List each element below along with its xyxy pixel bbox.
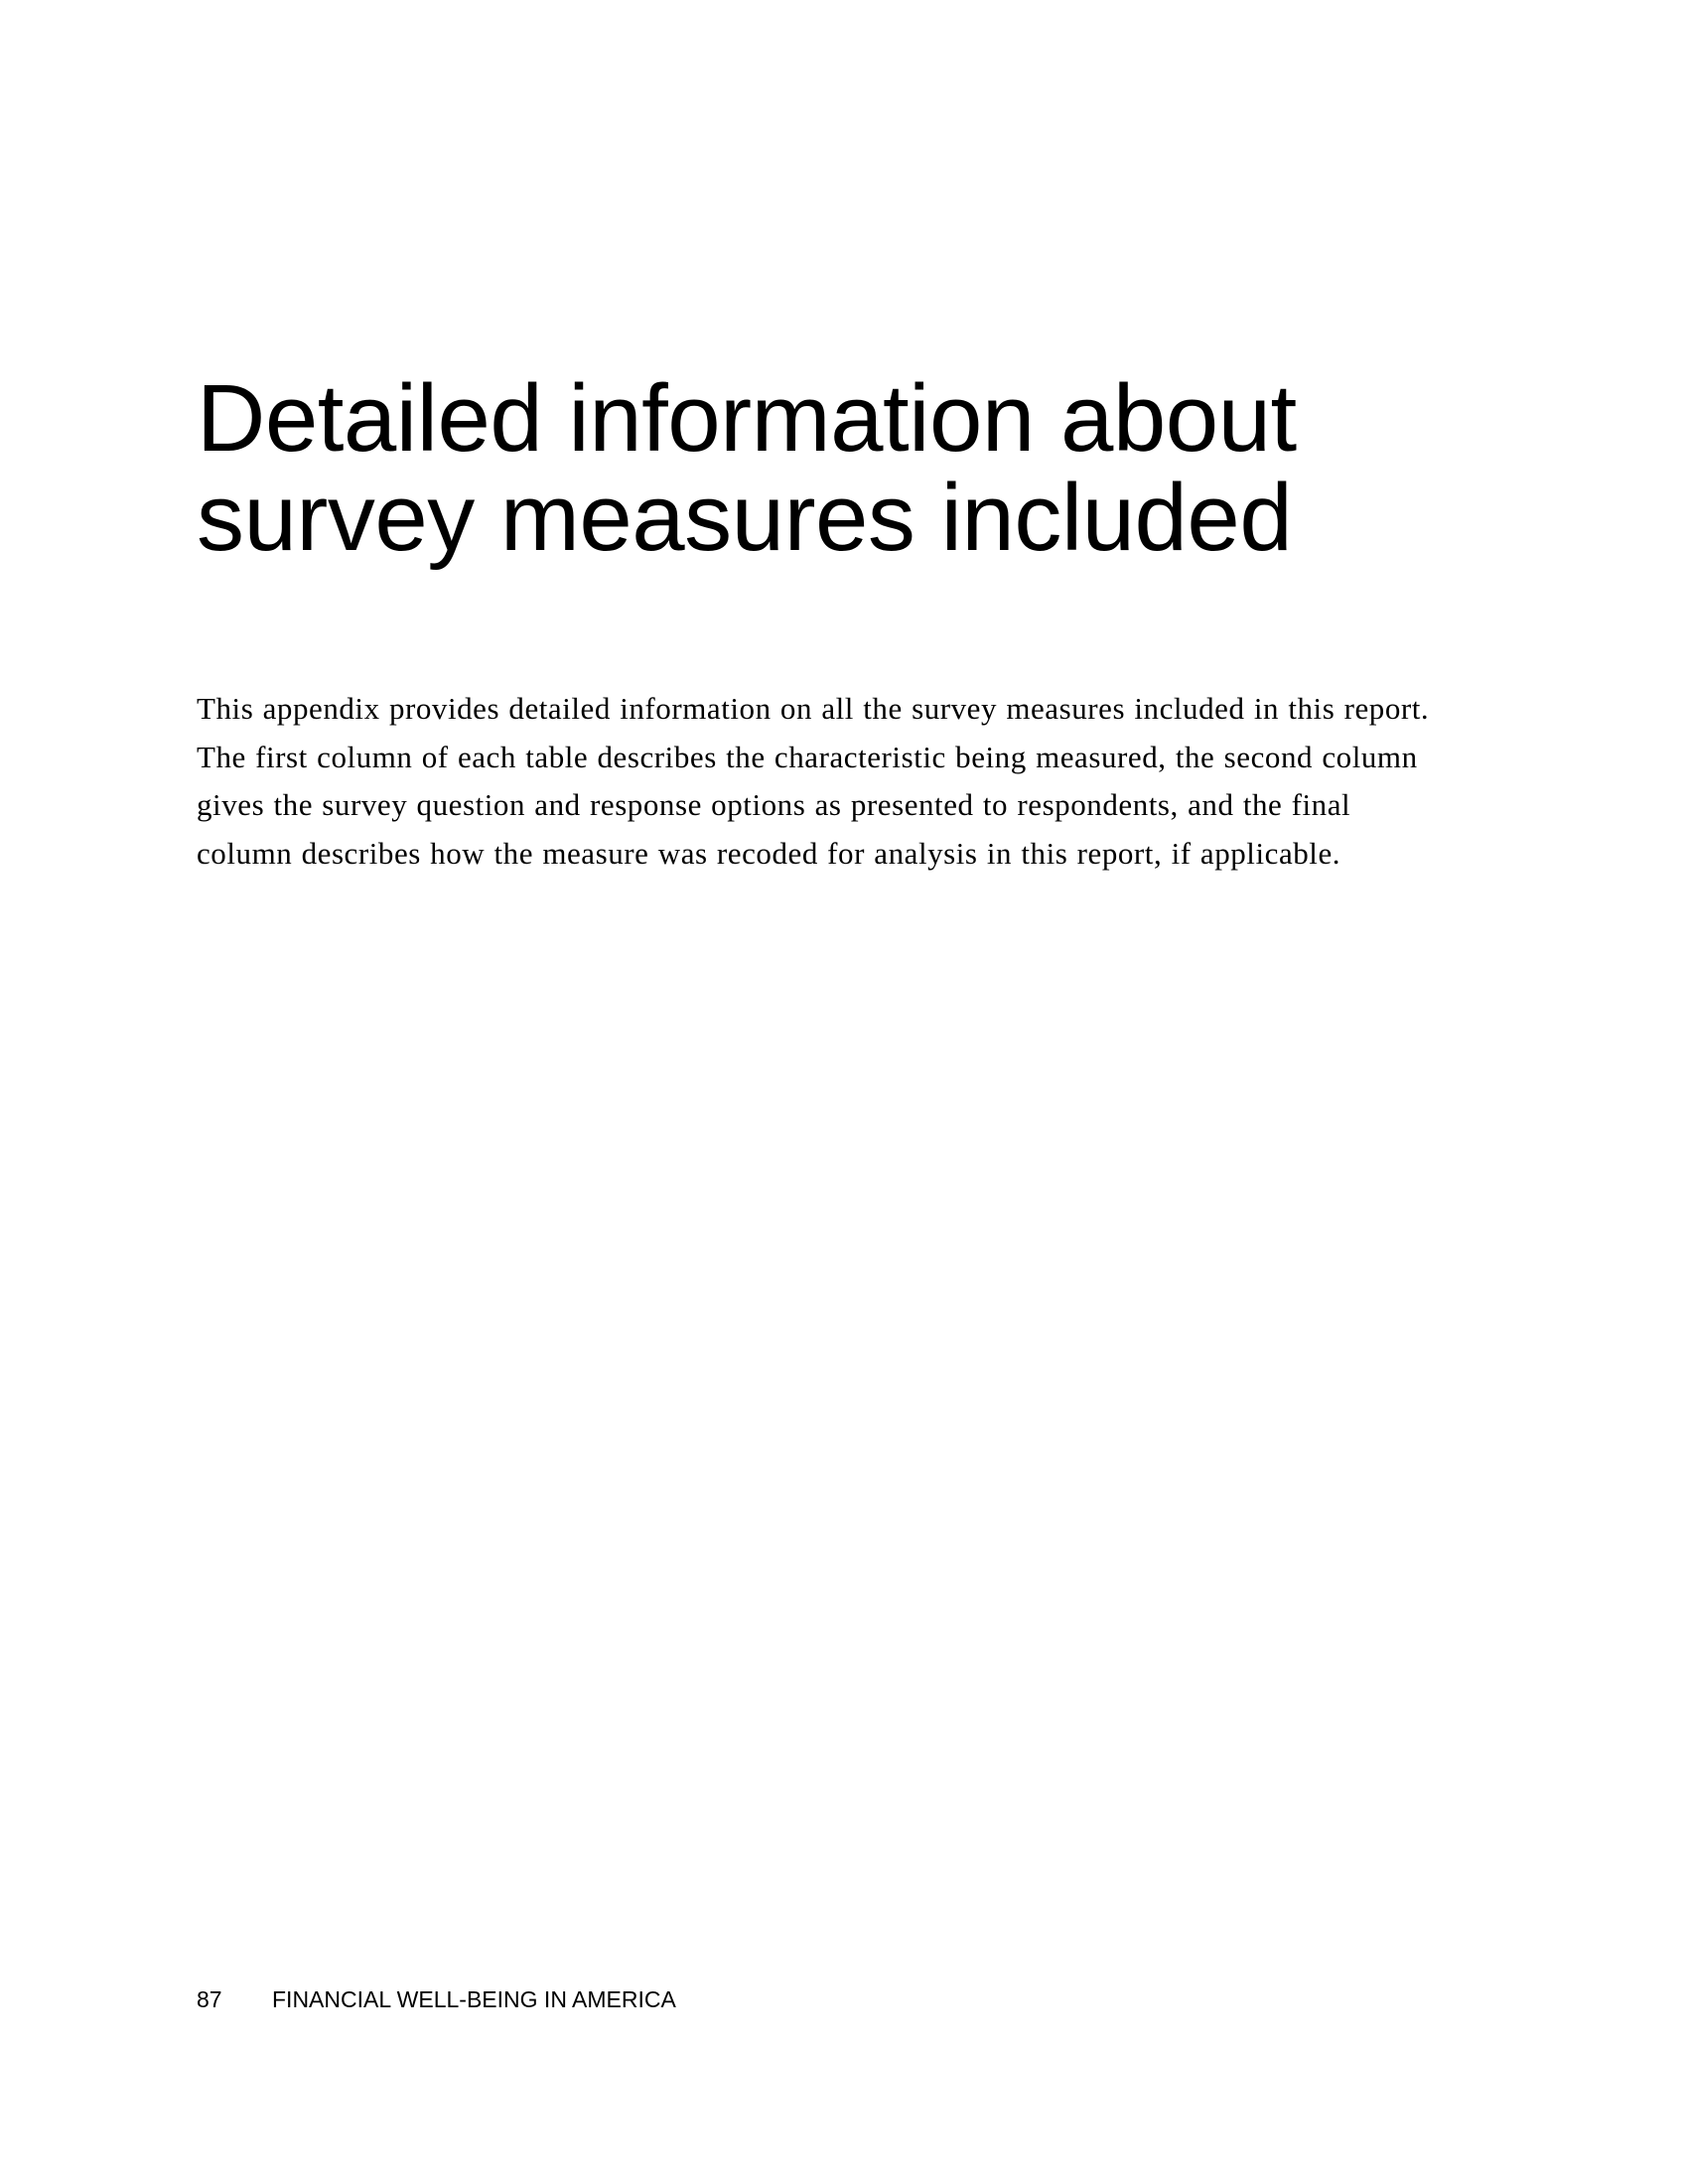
intro-paragraph [197,685,1487,878]
page-number: 87 [197,1986,222,2012]
page-title [197,365,1487,571]
intro-line-1: This appendix provides detailed information on all the survey measures included in this report. [197,691,1430,726]
running-title: FINANCIAL WELL-BEING IN AMERICA [272,1986,676,2012]
intro-line-4: column describes how the measure was recoded for analysis in this report, if applicable. [197,835,1341,871]
page-title-line-2: survey measures included [197,465,1293,571]
intro-line-3: gives the survey question and response options as presented to respondents, and the final [197,787,1351,822]
page-footer [197,1985,676,2013]
page-title-line-1: Detailed information about [197,365,1297,472]
intro-line-2: The first column of each table describes the characteristic being measured, the second column [197,739,1418,774]
